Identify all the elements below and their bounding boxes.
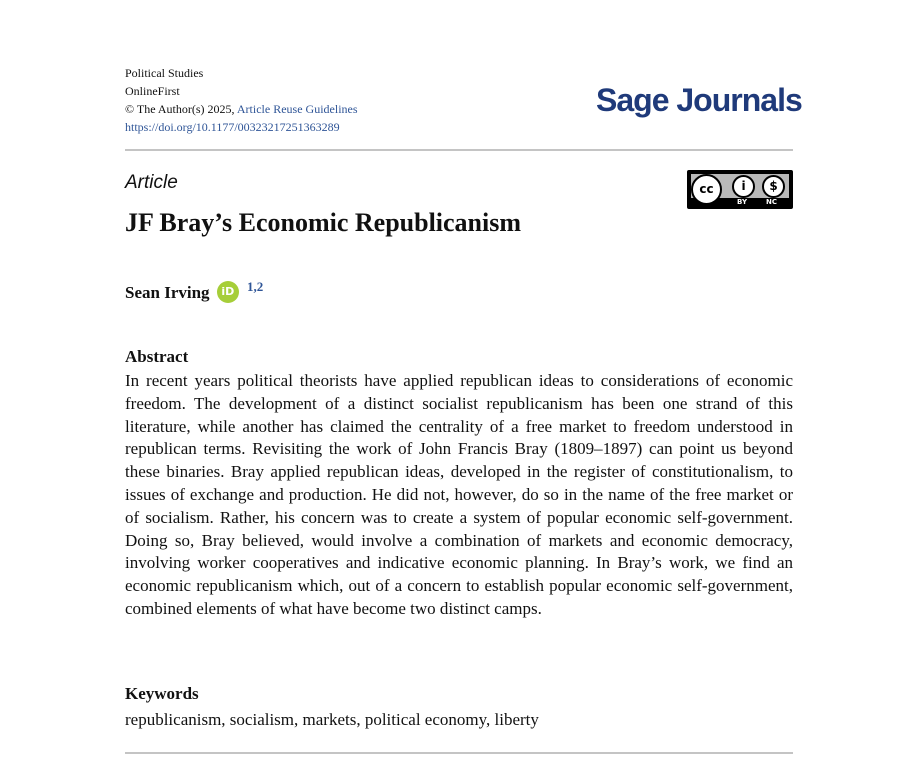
copyright-text: © The Author(s) 2025, <box>125 102 237 116</box>
orcid-icon[interactable]: iD <box>217 281 239 303</box>
cc-icon: cc <box>691 174 722 205</box>
doi-link[interactable]: https://doi.org/10.1177/00323217251363289 <box>125 120 340 134</box>
noncommercial-icon: $ <box>762 175 785 198</box>
bottom-divider <box>125 752 793 754</box>
nc-label: NC <box>766 198 777 206</box>
abstract-heading: Abstract <box>125 347 189 366</box>
cc-by-nc-license-badge[interactable] <box>687 170 793 209</box>
affiliation-links[interactable]: 1,2 <box>247 279 264 294</box>
journal-meta <box>125 64 358 136</box>
journal-name: Political Studies <box>125 66 204 80</box>
top-divider <box>125 149 793 151</box>
reuse-guidelines-link[interactable]: Article Reuse Guidelines <box>236 102 358 116</box>
publication-status: OnlineFirst <box>125 84 180 98</box>
keywords-heading: Keywords <box>125 684 199 703</box>
author-name: Sean Irving <box>125 283 210 302</box>
by-label: BY <box>737 198 748 206</box>
copyright-line <box>125 100 358 118</box>
attribution-icon: i <box>732 175 755 198</box>
article-type: Article <box>125 172 178 193</box>
article-title: JF Bray’s Economic Republicanism <box>125 208 522 237</box>
sage-journals-logo: Sage Journals <box>596 82 802 118</box>
keywords-list: republicanism, socialism, markets, political economy, liberty <box>125 710 539 729</box>
author-line <box>125 279 264 305</box>
abstract-text: In recent years political theorists have applied republican ideas to considerations of economic freedom. The development of a distinct socialist republicanism has been one strand of this literature, while another has claimed the centrality of a free market to freedom understood in republican terms. Revisiting the work of John Francis Bray (1809–1897) can point us beyond these binaries. Bray applied republican ideas, developed in the register of constitutionalism, to issues of exchange and production. He did not, however, do so in the name of the free market or of socialism. Rather, his concern was to create a system of popular economic self-government. Doing so, Bray believed, would involve a combination of markets and economic democracy, involving worker cooperatives and indicative economic planning. In Bray’s work, we find an economic republicanism which, out of a concern to establish popular economic self-government, combined elements of what have become two distinct camps. <box>125 371 793 618</box>
